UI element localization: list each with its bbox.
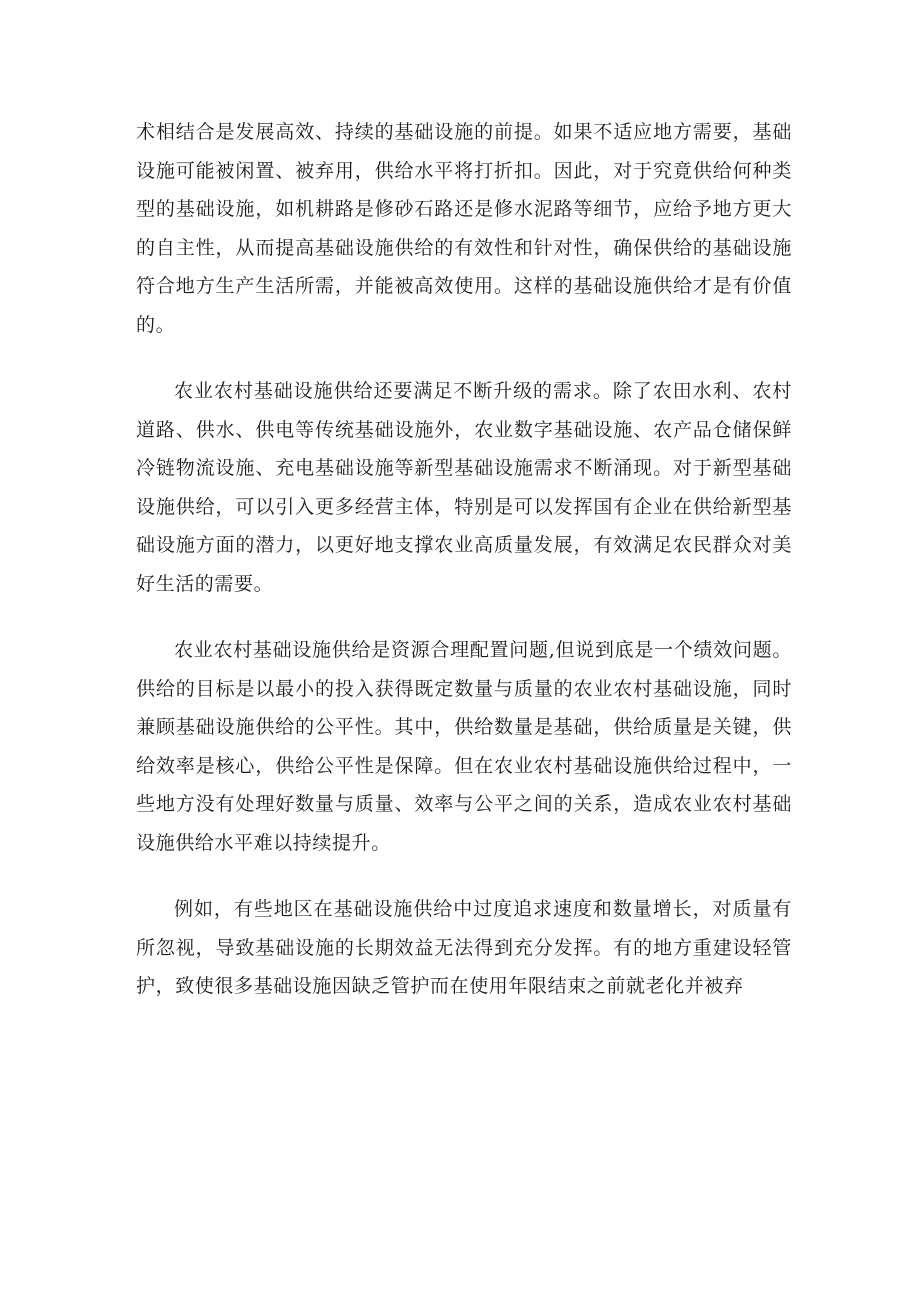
paragraph-2: 农业农村基础设施供给还要满足不断升级的需求。除了农田水利、农村道路、供水、供电等传统基础设施外，农业数字基础设施、农产品仓储保鲜冷链物流设施、充电基础设施等新型基础设施需求不断涌现。对于新型基础设施供给，可以引入更多经营主体，特别是可以发挥国有企业在供给新型基础设施方面的潜力，以更好地支撑农业高质量发展，有效满足农民群众对美好生活的需要。 bbox=[136, 380, 792, 595]
document-body bbox=[136, 113, 792, 1006]
paragraph-4: 例如，有些地区在基础设施供给中过度追求速度和数量增长，对质量有所忽视，导致基础设施的长期效益无法得到充分发挥。有的地方重建设轻管护，致使很多基础设施因缺乏管护而在使用年限结束之前就老化并被弃 bbox=[136, 898, 792, 997]
paragraph-1: 术相结合是发展高效、持续的基础设施的前提。如果不适应地方需要，基础设施可能被闲置、被弃用，供给水平将打折扣。因此，对于究竟供给何种类型的基础设施，如机耕路是修砂石路还是修水泥路等细节，应给予地方更大的自主性，从而提高基础设施供给的有效性和针对性，确保供给的基础设施符合地方生产生活所需，并能被高效使用。这样的基础设施供给才是有价值的。 bbox=[136, 121, 792, 336]
paragraph-3: 农业农村基础设施供给是资源合理配置问题,但说到底是一个绩效问题。供给的目标是以最小的投入获得既定数量与质量的农业农村基础设施，同时兼顾基础设施供给的公平性。其中，供给数量是基础，供给质量是关键，供给效率是核心，供给公平性是保障。但在农业农村基础设施供给过程中，一些地方没有处理好数量与质量、效率与公平之间的关系，造成农业农村基础设施供给水平难以持续提升。 bbox=[136, 639, 792, 854]
